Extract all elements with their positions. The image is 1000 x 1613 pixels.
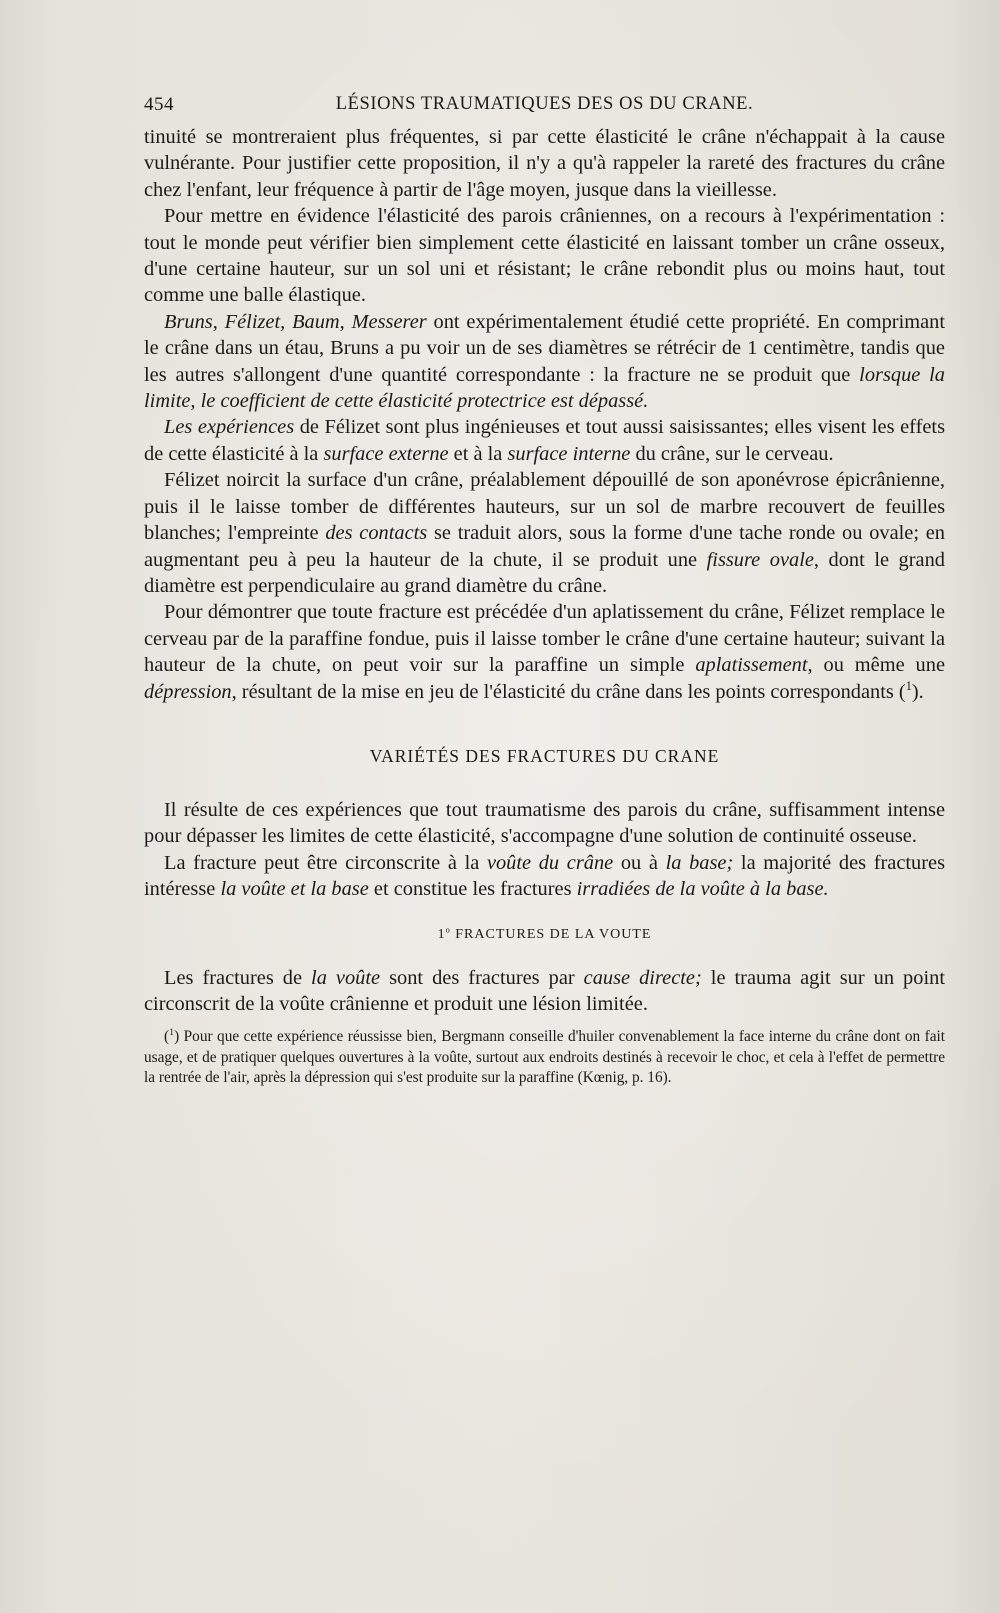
paragraph-9-text-1: Les fractures de — [164, 966, 312, 989]
paragraph-5-text-2: se traduit alors, sous la forme d'une tache ronde ou ovale; en augmentant peu à peu la hauteur de la chute, il se produit une — [144, 522, 945, 571]
paragraph-9-text-2: sont des fractures par — [380, 966, 584, 989]
paragraph-9 — [144, 965, 945, 1018]
paragraph-5-text-1: Félizet noircit la surface d'un crâne, préalablement dépouillé de son aponévrose épicrânienne, puis il le laisse tomber de différentes hauteurs, sur un sol de marbre recouvert de feuilles blanches; l'empreinte — [144, 469, 945, 545]
subsection-heading — [144, 925, 945, 945]
paragraph-6-text-2: , ou même une — [807, 654, 945, 677]
paragraph-5-italic-2: fissure ovale — [706, 548, 814, 571]
paragraph-3-text-1: ont expérimentalement étudié cette propriété. En comprimant le crâne dans un étau, Bruns a pu voir un de ses diamètres se rétrécir de 1 centimètre, tandis que les autres s'allongent d'une quantité correspondante : la fracture ne se produit que — [144, 310, 945, 386]
paragraph-9-italic-2: cause directe; — [583, 966, 702, 989]
paragraph-6 — [144, 599, 945, 705]
footnote-marker: ($^1$) — [164, 1027, 180, 1046]
paragraph-6-italic-2: dépression — [144, 680, 232, 703]
paragraph-6-text-4: ). — [911, 680, 924, 703]
paragraph-8-italic-3: la voûte et la base — [220, 878, 369, 901]
paragraph-5-text-3: , dont le grand diamètre est perpendiculaire au grand diamètre du crâne. — [144, 548, 945, 597]
paragraph-4-text-3: du crâne, sur le cerveau. — [630, 442, 834, 465]
authors-italic: Bruns, Félizet, Baum, Messerer — [164, 310, 427, 333]
footnote-reference[interactable]: 1 — [905, 678, 912, 693]
paragraph-6-text-3: , résultant de la mise en jeu de l'élasticité du crâne dans les points correspondants ( — [231, 680, 906, 703]
page-number: 454 — [144, 94, 174, 115]
running-header — [144, 94, 945, 124]
paragraph-7: Il résulte de ces expériences que tout traumatisme des parois du crâne, suffisamment intense pour dépasser les limites de cette élasticité, s'accompagne d'une solution de continuité osseuse. — [144, 798, 945, 848]
paragraph-4-text-1: de Félizet sont plus ingénieuses et tout aussi saisissantes; elles visent les effets de cette élasticité à la — [144, 416, 946, 465]
running-title: LÉSIONS TRAUMATIQUES DES OS DU CRANE. — [335, 94, 754, 114]
paragraph-5 — [144, 467, 945, 599]
paragraph-3-italic-1: lorsque la limite, le coefficient de cette élasticité protectrice est dépassé. — [144, 363, 945, 413]
subsection-title: FRACTURES DE LA VOUTE — [450, 926, 652, 942]
paragraph-1: tinuité se montreraient plus fréquentes, si par cette élasticité le crâne n'échappait à la cause vulnérante. Pour justifier cette proposition, il n'y a qu'à rappeler la rareté des fractures du crâne chez l'enfant, leur fréquence à partir de l'âge moyen, jusque dans la vieillesse. — [144, 126, 945, 201]
text-column — [144, 94, 945, 1089]
paragraph-8-text-1: La fracture peut être circonscrite à la — [164, 851, 487, 874]
paragraph-4 — [144, 414, 945, 467]
paragraph-9-italic-1: la voûte — [311, 966, 381, 989]
paragraph-6-text-1: Pour démontrer que toute fracture est précédée d'un aplatissement du crâne, Félizet remplace le cerveau par de la paraffine fondue, puis il laisse tomber le crâne d'une certaine hauteur; suivant la hauteur de la chute, on peut voir sur la paraffine un simple — [144, 601, 945, 677]
paragraph-8-text-4: et constitue les fractures — [368, 878, 577, 901]
paragraph-2: Pour mettre en évidence l'élasticité des parois crâniennes, on a recours à l'expérimentation : tout le monde peut vérifier bien simplement cette élasticité en laissant tomber un crâne osseux, d'une certaine hauteur, sur un sol uni et résistant; le crâne rebondit plus ou moins haut, tout comme une balle élastique. — [144, 205, 945, 307]
paragraph-4-italic-1: Les expériences — [164, 416, 295, 439]
paragraph-8-italic-2: la base; — [665, 851, 734, 874]
paragraph-3 — [144, 309, 945, 415]
subsection-ordinal: o — [445, 924, 451, 934]
paragraph-8 — [144, 850, 945, 903]
paragraph-8-text-3: la majorité des fractures intéresse — [144, 851, 946, 901]
section-heading: VARIÉTÉS DES FRACTURES DU CRANE — [369, 745, 720, 766]
footnote-text — [144, 1027, 945, 1088]
paragraph-4-italic-2: surface externe — [323, 442, 449, 465]
footnote-body: Pour que cette expérience réussisse bien, Bergmann conseille d'huiler convenablement la face interne du crâne dont on fait usage, et de pratiquer quelques ouvertures à la voûte, surtout aux endroits destinés à recevoir le choc, et cela à l'effet de permettre la rentrée de l'air, après la dépression qui s'est produite sur la paraffine (Kœnig, p. 16). — [144, 1028, 945, 1087]
paragraph-8-text-2: ou à — [613, 851, 666, 874]
paragraph-4-text-2: et à la — [448, 442, 508, 465]
paragraph-5-italic-1: des contacts — [325, 522, 428, 545]
footnote-marker-number: 1 — [169, 1027, 175, 1039]
paragraph-8-italic-4: irradiées de la voûte à la base. — [576, 878, 829, 901]
paragraph-4-italic-3: surface interne — [507, 442, 631, 465]
paragraph-6-italic-1: aplatissement — [695, 654, 808, 677]
paragraph-9-text-3: le trauma agit sur un point circonscrit de la voûte crânienne et produit une lésion limitée. — [144, 966, 945, 1015]
footnote — [144, 1027, 945, 1088]
subsection-number: 1 — [437, 926, 446, 942]
paragraph-8-italic-1: voûte du crâne — [486, 851, 614, 874]
